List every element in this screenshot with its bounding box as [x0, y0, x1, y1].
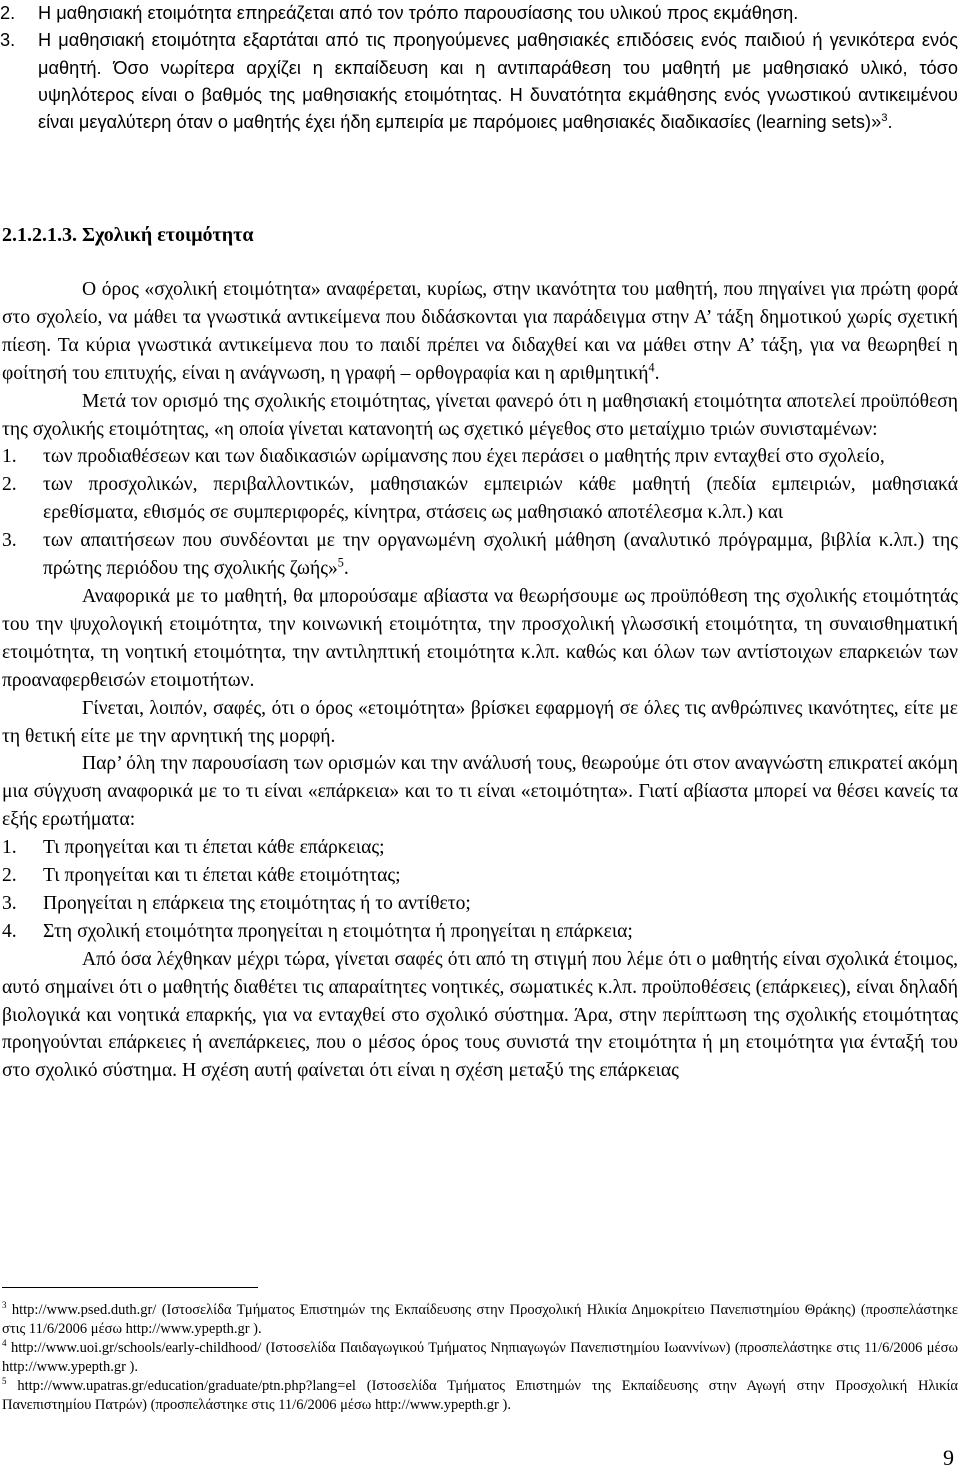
footnote-number: 4 — [2, 1338, 7, 1349]
list-number: 2. — [2, 474, 17, 496]
list-item — [2, 834, 958, 862]
paragraph: Αναφορικά με το μαθητή, θα μπορούσαμε αβίαστα να θεωρήσουμε ως προϋπόθεση της σχολικής ετοιμότητάς του την ψυχολογική ετοιμότητα, την κοινωνική ετοιμότητα, την προσχολική γλωσσική ετοιμότητα, τη συναισθηματική ετοιμότητα, τη νοητική ετοιμότητα, την αντιληπτική ετοιμότητα κ.λπ. καθώς και όλων των αντίστοιχων επαρκειών των προαναφερθεισών ετοιμοτήτων. — [2, 585, 958, 691]
footnote-text: http://www.uoi.gr/schools/early-childhood/ (Ιστοσελίδα Παιδαγωγικού Τμήματος Νηπιαγωγών Πανεπιστημίου Ιωαννίνων) (προσπελάστηκε στις 11/6/2006 μέσω http://www.ypepth.gr ). — [2, 1340, 959, 1375]
list-text-end: . — [343, 558, 349, 580]
list-text: των προδιαθέσεων και των διαδικασιών ωρίμανσης που έχει περάσει ο μαθητής πριν ενταχθεί στο σχολείο, — [43, 446, 885, 468]
list-number: 3. — [0, 30, 16, 51]
section-heading: 2.1.2.1.3. Σχολική ετοιμότητα — [2, 224, 254, 246]
list-text — [38, 27, 958, 136]
list-number: 3. — [2, 892, 17, 914]
paragraph: Παρ’ όλη την παρουσίαση των ορισμών και την ανάλυσή τους, θεωρούμε ότι στον αναγνώστη επικρατεί ακόμη μια σύγχυση αναφορικά με το τι είναι «επάρκεια» και το τι είναι «ετοιμότητα». Γιατί αβίαστα μπορεί να θέσει κανείς τα εξής ερωτήματα: — [2, 753, 959, 831]
paragraph-end: . — [654, 362, 660, 384]
footnote-number: 5 — [2, 1376, 7, 1387]
list-number: 2. — [2, 865, 17, 887]
list-text: των προσχολικών, περιβαλλοντικών, μαθησιακών εμπειριών κάθε μαθητή (πεδία εμπειριών, μαθησιακά ερεθίσματα, εθισμός σε συμπεριφορές, κίνητρα, στάσεις ως μαθησιακό αποτέλεσμα κ.λπ.) και — [43, 474, 958, 524]
footnote-ref: 3 — [881, 112, 888, 125]
footnote-ref: 5 — [337, 555, 344, 570]
list-item — [0, 27, 958, 136]
footnote-text: http://www.upatras.gr/education/graduate/ptn.php?lang=el (Ιστοσελίδα Τμήματος Επιστημών της Εκπαίδευσης στην Αγωγή στην Προσχολική Ηλικία Πανεπιστημίου Πατρών) (προσπελάστηκε στις 11/6/2006 μέσω http://www.ypepth.gr ). — [2, 1378, 958, 1413]
list-text: Στη σχολική ετοιμότητα προηγείται η ετοιμότητα ή προηγείται η επάρκεια; — [43, 920, 633, 942]
list-item — [2, 862, 958, 890]
paragraph: Μετά τον ορισμό της σχολικής ετοιμότητας, γίνεται φανερό ότι η μαθησιακή ετοιμότητα αποτελεί προϋπόθεση της σχολικής ετοιμότητας, «η οποία γίνεται κατανοητή ως σχετικό μέγεθος στο μεταίχμιο τριών συνισταμένων: — [2, 390, 958, 440]
footnote — [2, 1339, 958, 1377]
continued-list — [0, 0, 958, 136]
list-item — [2, 918, 958, 946]
list-item — [2, 890, 958, 918]
footnote-ref: 4 — [648, 360, 655, 375]
paragraph-text: Ο όρος «σχολική ετοιμότητα» αναφέρεται, κυρίως, στην ικανότητα του μαθητή, που πηγαίνει για πρώτη φορά στο σχολείο, να μάθει τα γνωστικά αντικείμενα που διδάσκονται για παράδειγμα στην Α’ τάξη δημοτικού χωρίς σχετική πίεση. Τα κύρια γνωστικά αντικείμενα που το παιδί πρέπει να διδαχθεί και να μάθει στην Α’ τάξη, για να θεωρηθεί η φοίτησή του επιτυχής, είναι η ανάγνωση, η γραφή – ορθογραφία και η αριθμητική — [2, 279, 958, 384]
list-text: Η μαθησιακή ετοιμότητα επηρεάζεται από τον τρόπο παρουσίασης του υλικού προς εκμάθηση. — [38, 3, 799, 23]
list-text — [43, 527, 958, 583]
list-text-body: των απαιτήσεων που συνδέονται με την οργανωμένη σχολική μάθηση (αναλυτικό πρόγραμμα, βιβλία κ.λπ.) της πρώτης περιόδου της σχολικής ζωής» — [43, 530, 958, 580]
list-number: 2. — [0, 3, 16, 23]
footnote — [2, 1377, 958, 1415]
list-number: 4. — [2, 920, 17, 942]
body-text — [2, 276, 958, 1085]
list-number: 1. — [2, 446, 17, 468]
footnotes — [2, 1301, 958, 1415]
list-item — [2, 443, 958, 471]
footnote — [2, 1301, 958, 1339]
paragraph: Από όσα λέχθηκαν μέχρι τώρα, γίνεται σαφές ότι από τη στιγμή που λέμε ότι ο μαθητής είναι σχολικά έτοιμος, αυτό σημαίνει ότι ο μαθητής διαθέτει τις απαραίτητες νοητικές, σωματικές κ.λπ. προϋποθέσεις (επάρκειες), είναι δηλαδή βιολογικά και νοητικά επαρκής, για να ενταχθεί στο σχολικό σύστημα. Άρα, στην περίπτωση της σχολικής ετοιμότητας προηγούνται επάρκειες ή ανεπάρκειες, που ο μέσος όρος τους συνιστά την ετοιμότητα ή μη ετοιμότητα για ένταξή του στο σχολικό σύστημα. Η σχέση αυτή φαίνεται ότι είναι η σχέση μεταξύ της επάρκειας — [2, 948, 958, 1082]
list-text: Τι προηγείται και τι έπεται κάθε ετοιμότητας; — [43, 865, 401, 887]
list-text: Προηγείται η επάρκεια της ετοιμότητας ή το αντίθετο; — [43, 892, 471, 914]
list-number: 1. — [2, 837, 17, 859]
paragraph: Γίνεται, λοιπόν, σαφές, ότι ο όρος «ετοιμότητα» βρίσκει εφαρμογή σε όλες τις ανθρώπινες ικανότητες, είτε με τη θετική είτε με την αρνητική της μορφή. — [2, 697, 958, 747]
footnote-number: 3 — [2, 1300, 7, 1311]
footnote-text: http://www.psed.duth.gr/ (Ιστοσελίδα Τμήματος Επιστημών της Εκπαίδευσης στην Προσχολική Ηλικία Δημοκρίτειο Πανεπιστημίου Θράκης) (προσπελάστηκε στις 11/6/2006 μέσω http://www.ypepth.gr ). — [2, 1302, 959, 1337]
list-text: Τι προηγείται και τι έπεται κάθε επάρκειας; — [43, 837, 385, 859]
list-number: 3. — [2, 530, 17, 552]
list-item — [2, 471, 958, 527]
list-text-body: Η μαθησιακή ετοιμότητα εξαρτάται από τις προηγούμενες μαθησιακές επιδόσεις ενός παιδιού ή γενικότερα ενός μαθητή. Όσο νωρίτερα αρχίζει η εκπαίδευση και η αντιπαράθεση του μαθητή με μαθησιακό υλικό, τόσο υψηλότερος είναι ο βαθμός της μαθησιακής ετοιμότητας. Η δυνατότητα εκμάθησης ενός γνωστικού αντικειμένου είναι μεγαλύτερη όταν ο μαθητής έχει ήδη εμπειρία με παρόμοιες μαθησιακές διαδικασίες (learning sets)» — [38, 30, 958, 133]
page-number: 9 — [943, 1445, 954, 1470]
list-item — [0, 0, 958, 27]
paragraph — [2, 276, 958, 388]
list-item — [2, 527, 958, 583]
list-text-end: . — [887, 112, 893, 133]
footnote-separator — [2, 1287, 258, 1288]
